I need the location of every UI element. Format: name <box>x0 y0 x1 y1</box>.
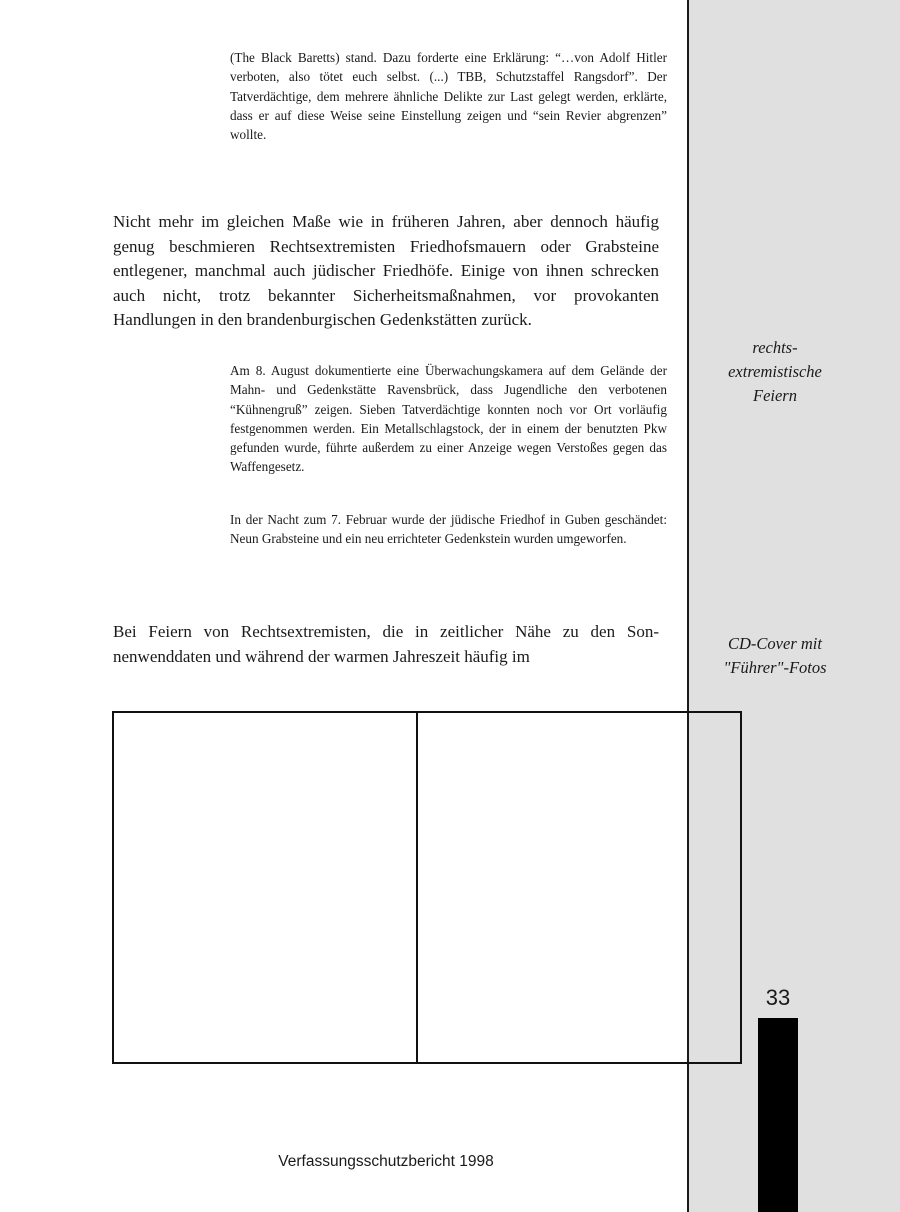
frame-divider <box>416 713 418 1062</box>
quote-block: (The Black Baretts) stand. Dazu forderte eine Erklärung: “…von Adolf Hitler verboten, also tötet euch selbst. (...) TBB, Schutzstaffel Rangsdorf”. Der Tatverdächtige, dem mehrere ähnliche Delikte zur Last gelegt werden, erklärte, dass er auf diese Weise seine Einstellung zeigen und “sein Revier abgrenzen” wollte. <box>230 50 667 143</box>
image-placeholder-frame <box>112 711 742 1064</box>
paragraph-2: Bei Feiern von Rechtsextremisten, die in zeitlicher Nähe zu den Son-nenwenddaten und während der warmen Jahreszeit häufig im <box>113 622 659 666</box>
page-marker-bar <box>758 1018 798 1212</box>
example-paragraph-1: Am 8. August dokumentierte eine Überwachungskamera auf dem Gelände der Mahn- und Gedenkstätte Ravensbrück, dass Jugendliche den verbotenen “Kühnengruß” zeigen. Sieben Tatverdächtige konnten noch vor Ort vorläufig festgenommen werden. Ein Metallschlagstock, der in einem der benutzten Pkw gefunden wurde, führte außerdem zu einer Anzeige wegen Verstoßes gegen das Waffengesetz. <box>230 363 667 475</box>
margin-note-cd-cover: CD-Cover mit "Führer"-Fotos <box>723 634 827 677</box>
example-paragraph-2: In der Nacht zum 7. Februar wurde der jüdische Friedhof in Guben geschändet: Neun Grabsteine und ein neu errichteter Gedenkstein wurden umgeworfen. <box>230 512 667 547</box>
page-number: 33 <box>765 985 791 1010</box>
paragraph-1: Nicht mehr im gleichen Maße wie in früheren Jahren, aber dennoch häufig genug beschmieren Rechtsextremisten Friedhofsmauern oder Grabsteine entlegener, manchmal auch jüdischer Friedhöfe. Einige von ihnen schrecken auch nicht, trotz bekannter Sicherheitsmaßnahmen, vor provokanten Handlungen in den brandenburgischen Gedenkstätten zurück. <box>113 212 659 329</box>
margin-note-feiern: rechts- extremistische Feiern <box>728 338 822 405</box>
page-footer: Verfassungsschutzbericht 1998 <box>278 1153 494 1170</box>
